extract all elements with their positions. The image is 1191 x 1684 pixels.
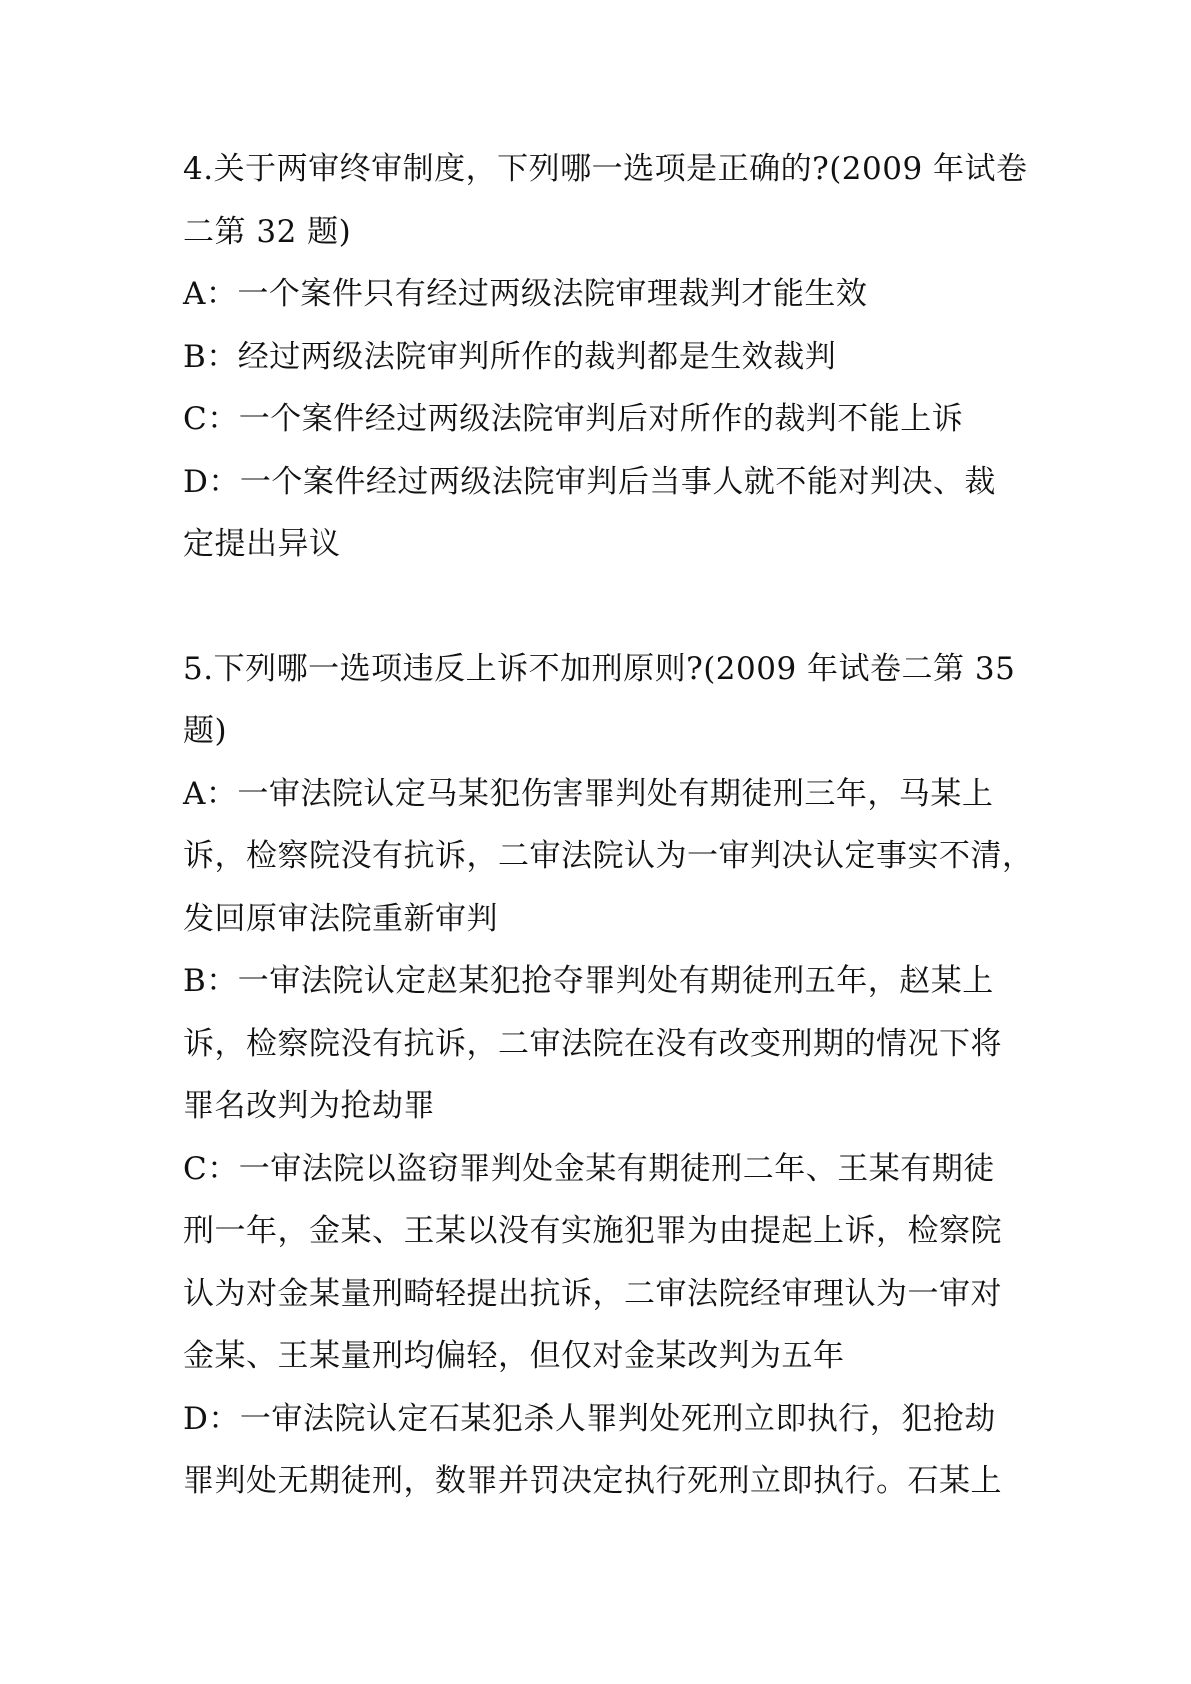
- question-4: [183, 138, 1043, 576]
- question-4-option-c: C：一个案件经过两级法院审判后对所作的裁判不能上诉: [183, 401, 964, 437]
- question-4-option-d-line-1: D：一个案件经过两级法院审判后当事人就不能对判决、裁: [183, 463, 996, 500]
- question-4-stem-line-1: 4.关于两审终审制度，下列哪一选项是正确的?(2009 年试卷: [183, 151, 1028, 187]
- question-separator: [183, 576, 1043, 638]
- question-5: [183, 638, 1043, 1513]
- question-5-option-a-line-3: 发回原审法院重新审判: [183, 900, 498, 937]
- question-5-option-b-line-1: B：一审法院认定赵某犯抢夺罪判处有期徒刑五年，赵某上: [183, 963, 994, 999]
- question-5-option-d-line-1: D：一审法院认定石某犯杀人罪判处死刑立即执行，犯抢劫: [183, 1400, 996, 1437]
- question-5-option-c-line-3: 认为对金某量刑畸轻提出抗诉，二审法院经审理认为一审对: [183, 1275, 1002, 1312]
- question-5-option-d-line-2: 罪判处无期徒刑，数罪并罚决定执行死刑立即执行。石某上: [183, 1463, 1002, 1499]
- question-5-option-c-line-2: 刑一年，金某、王某以没有实施犯罪为由提起上诉，检察院: [183, 1213, 1002, 1249]
- question-4-option-d-line-2: 定提出异议: [183, 526, 341, 562]
- question-5-option-c-line-4: 金某、王某量刑均偏轻，但仅对金某改判为五年: [183, 1338, 845, 1374]
- question-5-option-c-line-1: C：一审法院以盗窃罪判处金某有期徒刑二年、王某有期徒: [183, 1150, 995, 1187]
- question-5-option-b-line-2: 诉，检察院没有抗诉，二审法院在没有改变刑期的情况下将: [183, 1025, 1002, 1062]
- question-4-option-b: B：经过两级法院审判所作的裁判都是生效裁判: [183, 338, 837, 375]
- question-4-stem-line-2: 二第 32 题): [183, 213, 352, 250]
- question-4-option-a: A：一个案件只有经过两级法院审理裁判才能生效: [183, 276, 868, 312]
- question-5-option-b-line-3: 罪名改判为抢劫罪: [183, 1088, 435, 1124]
- document-page: [183, 138, 1043, 1513]
- question-5-stem-line-1: 5.下列哪一选项违反上诉不加刑原则?(2009 年试卷二第 35: [183, 650, 1016, 687]
- question-5-option-a-line-2: 诉，检察院没有抗诉，二审法院认为一审判决认定事实不清，: [183, 838, 1034, 874]
- question-5-stem-line-2: 题): [183, 713, 228, 749]
- question-5-option-a-line-1: A：一审法院认定马某犯伤害罪判处有期徒刑三年，马某上: [183, 775, 994, 812]
